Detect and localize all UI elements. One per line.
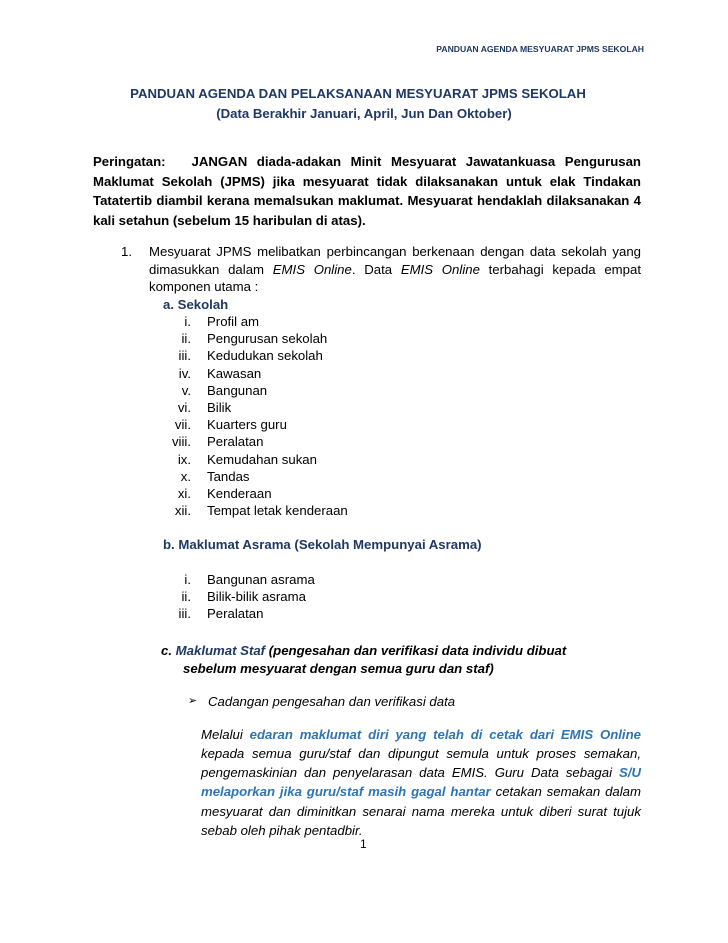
list-item-text: Peralatan [207, 606, 264, 622]
para-text: kepada semua guru/staf dan dipungut semula untuk proses semakan, pengemaskinian dan penyelarasan data EMIS. Guru Data sebagai [201, 746, 641, 781]
highlight-text: S/U melaporkan jika guru/staf masih gagal hantar [201, 765, 641, 800]
para-text: cetakan semakan dalam mesyuarat dan diminitkan senarai nama mereka untuk diberi surat tujuk sebab oleh pihak pentadbir. [201, 784, 641, 838]
list-item-number: v. [181, 382, 191, 398]
list-item-text: Kemudahan sukan [207, 451, 317, 467]
list-item-number: iii. [178, 606, 191, 622]
part-c-paragraph [201, 725, 641, 840]
list-item-text: Kedudukan sekolah [207, 348, 323, 364]
list-item-number: iii. [178, 348, 191, 364]
warning-label: Peringatan: [93, 154, 166, 169]
list-item [93, 433, 641, 450]
section-number: 1. [121, 244, 132, 259]
list-item-number: vi. [177, 399, 191, 415]
part-b-list [93, 571, 641, 623]
highlight-text: edaran maklumat diri yang telah di cetak dari EMIS Online [249, 726, 641, 742]
running-header: PANDUAN AGENDA MESYUARAT JPMS SEKOLAH [436, 44, 644, 54]
list-item [93, 588, 641, 605]
list-item-number: ii. [181, 588, 191, 604]
list-item [93, 571, 641, 588]
list-item-number: vii. [174, 417, 191, 433]
list-item-number: xii. [174, 503, 191, 519]
list-item [93, 313, 641, 330]
para-text: Melalui [201, 726, 250, 742]
list-item-text: Bilik [207, 399, 232, 415]
part-c-prefix: c. [161, 643, 176, 659]
list-item [93, 416, 641, 433]
emis-online-term: EMIS Online [400, 261, 480, 277]
part-c-note-continued: sebelum mesyuarat dengan semua guru dan staf) [183, 660, 494, 676]
list-item-number: iv. [178, 365, 191, 381]
section-1 [93, 243, 641, 840]
list-item-text: Profil am [207, 314, 260, 329]
list-item [93, 365, 641, 382]
part-c-note: (pengesahan dan verifikasi data individu dibuat [265, 643, 567, 659]
part-a-heading: a. Sekolah [163, 296, 229, 312]
emis-online-term: EMIS Online [272, 261, 352, 277]
list-item-text: Kawasan [207, 365, 262, 381]
list-item-number: ii. [181, 331, 191, 347]
list-item-number: xi. [177, 485, 191, 501]
list-item-text: Tempat letak kenderaan [207, 503, 348, 519]
list-item-text: Bangunan [207, 382, 268, 398]
list-item [93, 502, 641, 519]
list-item [93, 347, 641, 364]
list-item-text: Kenderaan [207, 485, 272, 501]
part-b-heading: b. Maklumat Asrama (Sekolah Mempunyai Asrama) [163, 537, 482, 553]
document-title [0, 84, 728, 124]
list-item-text: Bilik-bilik asrama [207, 588, 306, 604]
list-item-text: Pengurusan sekolah [207, 331, 328, 347]
list-item-text: Tandas [207, 468, 250, 484]
warning-text: JANGAN diada-adakan Minit Mesyuarat Jawatankuasa Pengurusan Maklumat Sekolah (JPMS) jika mesyuarat tidak dilaksanakan untuk elak Tindakan Tatatertib diambil kerana memalsukan maklumat. Mesyuarat hendaklah dilaksanakan 4 kali setahun (sebelum 15 haribulan di atas). [93, 154, 641, 228]
list-item [93, 485, 641, 502]
warning-paragraph [93, 152, 641, 230]
bullet-item [188, 693, 641, 711]
list-item-number: i. [184, 314, 191, 329]
intro-text-before: Mesyuarat JPMS melibatkan perbincangan berkenaan dengan data sekolah yang dimasukkan dalam [149, 244, 641, 277]
list-item-text: Peralatan [207, 434, 264, 450]
list-item-text: Kuarters guru [207, 417, 287, 433]
intro-text-after: terbahagi kepada empat komponen utama : [149, 261, 642, 294]
part-a-list [93, 313, 641, 519]
part-c-title: Maklumat Staf [175, 643, 266, 659]
part-c-heading [161, 642, 641, 660]
bullet-text: Cadangan pengesahan dan verifikasi data [208, 694, 456, 710]
list-item [93, 468, 641, 485]
list-item-number: i. [184, 571, 191, 587]
title-line-2: (Data Berakhir Januari, April, Jun Dan Oktober) [216, 106, 512, 121]
section-1-intro [93, 243, 641, 296]
list-item [93, 382, 641, 399]
title-line-1: PANDUAN AGENDA DAN PELAKSANAAN MESYUARAT JPMS SEKOLAH [130, 86, 586, 101]
list-item [93, 330, 641, 347]
list-item [93, 451, 641, 468]
page-number: 1 [360, 837, 367, 851]
list-item [93, 399, 641, 416]
list-item-number: ix. [177, 451, 191, 467]
list-item-number: viii. [171, 434, 191, 450]
list-item [93, 605, 641, 622]
intro-text-mid: . Data [351, 261, 401, 277]
list-item-text: Bangunan asrama [207, 571, 315, 587]
arrow-bullet-icon: ➢ [188, 695, 198, 708]
list-item-number: x. [180, 468, 191, 484]
